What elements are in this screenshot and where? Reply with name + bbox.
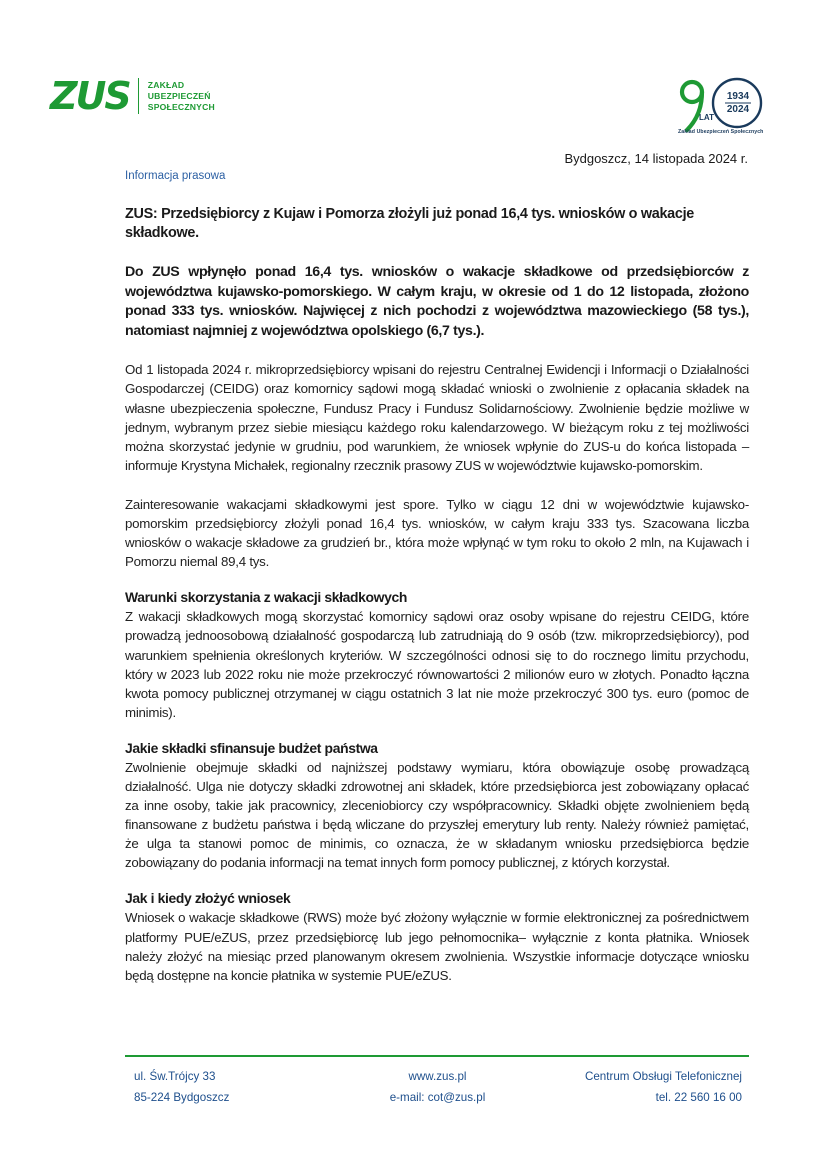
zus-logo-line-1: ZAKŁAD (147, 79, 185, 90)
footer-phone: tel. 22 560 16 00 (655, 1091, 742, 1104)
footer-contact-label: Centrum Obsługi Telefonicznej (584, 1070, 742, 1083)
document-type-label: Informacja prasowa (125, 170, 226, 182)
zus-logo-line-3: SPOŁECZNYCH (147, 101, 215, 112)
press-release-body (125, 205, 749, 985)
footer-divider (125, 1055, 749, 1057)
section-heading-how-to-apply: Jak i kiedy złożyć wniosek (125, 890, 291, 907)
footer-street: ul. Św.Trójcy 33 (134, 1070, 216, 1083)
anniversary-years-end: 2024 (726, 104, 750, 115)
headline: ZUS: Przedsiębiorcy z Kujaw i Pomorza złożyli już ponad 16,4 tys. wniosków o wakacje składkowe. (125, 206, 694, 241)
footer-email-link[interactable]: e-mail: cot@zus.pl (389, 1091, 486, 1104)
section-body-how-to-apply: Wniosek o wakacje składkowe (RWS) może być złożony wyłącznie w formie elektronicznej za pośrednictwem platformy PUE/eZUS, przez przedsiębiorcę lub jego pełnomocnika– wyłącznie z konta płatnika. Wniosek należy złożyć na miesiąc przed planowanym okresem zwolnienia. Wszystkie informacje dotyczące wniosku będą dostępne na koncie płatnika w systemie PUE/eZUS. (125, 910, 749, 983)
footer-postal-city: 85-224 Bydgoszcz (134, 1091, 230, 1104)
footer-phone-contact (585, 1066, 742, 1108)
dateline: Bydgoszcz, 14 listopada 2024 r. (564, 151, 748, 166)
footer-address (134, 1066, 229, 1108)
zus-logo-mark: ZUS (50, 74, 130, 118)
paragraph-1: Od 1 listopada 2024 r. mikroprzedsiębiorcy wpisani do rejestru Centralnej Ewidencji i Informacji o Działalności Gospodarczej (CEIDG) oraz komornicy sądowi mogą składać wnioski o zwolnienie z opłacania składek na własne ubezpieczenia społeczne, Fundusz Pracy i Fundusz Solidarnościowy. Zwolnienie będzie możliwe w jednym, wybranym przez siebie miesiącu każdego roku kalendarzowego. W bieżącym roku z tej możliwości można skorzystać jedynie w grudniu, pod warunkiem, że wniosek wpłynie do ZUS-u do końca listopada – informuje Krystyna Michałek, regionalny rzecznik prasowy ZUS w województwie kujawsko-pomorskim. (125, 362, 749, 473)
footer-website-link[interactable]: www.zus.pl (408, 1070, 467, 1083)
section-body-conditions: Z wakacji składkowych mogą skorzystać komornicy sądowi oraz osoby wpisane do rejestru CEIDG, które prowadzą jednoosobową działalność gospodarczą lub zatrudniają do 9 osób (tzw. mikroprzedsiębiorcy), pod warunkiem spełnienia określonych kryteriów. W szczególności odnosi się to do rocznego limitu przychodu, który w 2023 lub 2022 roku nie może przekroczyć równowartości 2 milionów euro w złotych. Ponadto łączna kwota pomocy publicznej otrzymanej w ciągu ostatnich 3 lat nie może przekroczyć 300 tys. euro (pomoc de minimis). (125, 609, 749, 720)
anniversary-caption: Zakład Ubezpieczeń Społecznych (678, 129, 764, 135)
paragraph-2: Zainteresowanie wakacjami składkowymi jest spore. Tylko w ciągu 12 dni w województwie kujawsko-pomorskim przedsiębiorcy złożyli ponad 16,4 tys. wniosków, w całym kraju 333 tys. Szacowana liczba wniosków o wakacje składowe za grudzień br., która może wpłynąć w tym roku to około 2 mln, na Kujawach i Pomorzu niemal 89,4 tys. (125, 496, 749, 570)
footer-online (385, 1066, 490, 1108)
zus-logo-line-2: UBEZPIECZEŃ (147, 90, 211, 101)
lead-paragraph: Do ZUS wpłynęło ponad 16,4 tys. wniosków o wakacje składkowe od przedsiębiorców z województwa kujawsko-pomorskiego. W całym kraju, w okresie od 1 do 12 listopada, złożono ponad 333 tys. wniosków. Najwięcej z nich pochodzi z województwa mazowieckiego (58 tys.), natomiast najmniej z województwa opolskiego (6,7 tys.). (125, 264, 749, 339)
section-body-budget: Zwolnienie obejmuje składki od najniższej podstawy wymiaru, która obowiązuje osobę prowadzącą działalność. Ulga nie dotyczy składki zdrowotnej ani składek, które przedsiębiorca jest zobowiązany opłacać za inne osoby, takie jak pracownicy, zleceniobiorcy czy współpracownicy. Składki objęte zwolnieniem będą finansowane z budżetu państwa i będą wliczane do przyszłej emerytury lub renty. Należy również pamiętać, że ulga ta stanowi pomoc de minimis, co oznacza, że w składanym wniosku przedsiębiorca będzie zobowiązany do podania informacji na temat innych form pomocy publicznej, z których korzystał. (125, 759, 749, 871)
anniversary-years-start: 1934 (726, 91, 750, 102)
zus-logo-text (148, 80, 215, 113)
anniversary-lat: LAT (699, 113, 714, 122)
zus-logo (50, 74, 215, 118)
section-heading-conditions: Warunki skorzystania z wakacji składkowych (125, 589, 408, 606)
zus-logo-divider (138, 78, 139, 114)
section-heading-budget: Jakie składki sfinansuje budżet państwa (125, 739, 378, 756)
